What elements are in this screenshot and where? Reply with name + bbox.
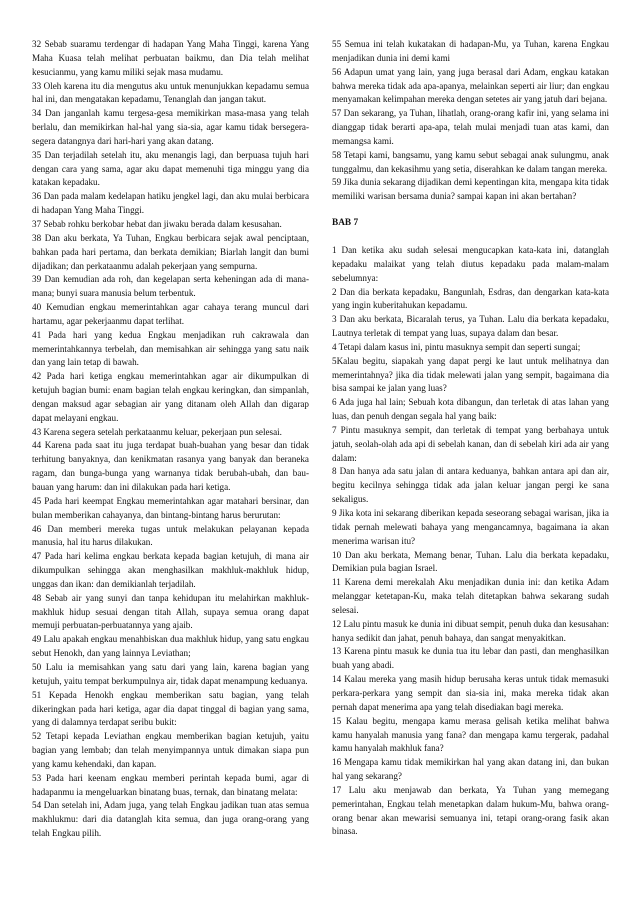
verse-58: 58 Tetapi kami, bangsamu, yang kamu sebut sebagai anak sulungmu, anak tunggalmu, dan kekasihmu yang setia, diserahkan ke dalam tangan mereka.: [332, 149, 609, 174]
verse-46: 46 Dan memberi mereka tugas untuk melakukan pelayanan kepada manusia, hal itu harus dilakukan.: [32, 523, 309, 548]
verse-51: 51 Kepada Henokh engkau memberikan satu bagian, yang telah dikeringkan pada hari ketiga, agar dia dapat tinggal di bagian yang sama, yang di dalamnya terdapat seribu bukit:: [32, 689, 309, 728]
chapter7-verse-17: 17 Lalu aku menjawab dan berkata, Ya Tuhan yang memegang pemerintahan, Engkau telah menetapkan dalam hukum-Mu, bahwa orang-orang benar akan mewarisi semuanya ini, tetapi orang-orang fasik akan binasa.: [332, 784, 609, 837]
verse-55: 55 Semua ini telah kukatakan di hadapan-Mu, ya Tuhan, karena Engkau menjadikan dunia ini demi kami: [332, 39, 609, 63]
verse-57: 57 Dan sekarang, ya Tuhan, lihatlah, orang-orang kafir ini, yang selama ini dianggap tidak berarti apa-apa, telah mulai menjadi tuan atas kami, dan memangsa kami.: [332, 108, 609, 146]
verse-47: 47 Pada hari kelima engkau berkata kepada bagian ketujuh, di mana air dikumpulkan sehingga akan menghasilkan makhluk-makhluk hidup, unggas dan ikan: dan demikianlah terjadilah.: [32, 551, 309, 589]
right-column: [332, 38, 609, 839]
chapter7-verse-4: 4 Tetapi dalam kasus ini, pintu masuknya sempit dan seperti sungai;: [332, 341, 581, 352]
verse-56: 56 Adapun umat yang lain, yang juga berasal dari Adam, engkau katakan bahwa mereka tidak ada apa-apanya, melainkan seperti air liur; dan engkau menyamakan kelimpahan mereka dengan setetes air yang jatuh dari bejana.: [332, 66, 609, 105]
chapter7-verse-13: 13 Karena pintu masuk ke dunia tua itu lebar dan pasti, dan menghasilkan buah yang abadi.: [332, 646, 609, 671]
left-column: [32, 38, 309, 841]
chapter7-verse-11: 11 Karena demi merekalah Aku menjadikan dunia ini: dan ketika Adam melanggar ketetapan-Ku, maka telah ditetapkan bahwa sekarang sudah selesai.: [332, 577, 609, 615]
verse-37: 37 Sebab rohku berkobar hebat dan jiwaku berada dalam kesusahan.: [32, 218, 282, 229]
chapter7-verse-7: 7 Pintu masuknya sempit, dan terletak di tempat yang berbahaya untuk jatuh, seolah-olah ada api di sebelah kanan, dan di sebelah kiri ada air yang dalam:: [332, 424, 609, 463]
verse-54: 54 Dan setelah ini, Adam juga, yang telah Engkau jadikan tuan atas semua makhlukmu: dari dia datanglah kita semua, dan juga orang-orang yang telah Engkau pilih.: [32, 800, 309, 839]
chapter7-verse-16: 16 Mengapa kamu tidak memikirkan hal yang akan datang ini, dan bukan hal yang sekarang?: [332, 757, 609, 782]
verse-39: 39 Dan kemudian ada roh, dan kegelapan serta keheningan ada di mana-mana; bunyi suara manusia belum terbentuk.: [32, 274, 309, 299]
verse-36: 36 Dan pada malam kedelapan hatiku jengkel lagi, dan aku mulai berbicara di hadapan Yang Maha Tinggi.: [32, 191, 309, 216]
verse-53: 53 Pada hari keenam engkau memberi perintah kepada bumi, agar di hadapanmu ia mengeluarkan binatang buas, ternak, dan binatang melata:: [32, 772, 309, 797]
chapter-heading: BAB 7: [332, 218, 359, 229]
chapter7-verse-3: 3 Dan aku berkata, Bicaralah terus, ya Tuhan. Lalu dia berkata kepadaku, Lautnya terletak di tempat yang luas, supaya dalam dan besar.: [332, 314, 609, 339]
verse-32: 32 Sebab suaramu terdengar di hadapan Yang Maha Tinggi, karena Yang Maha Kuasa telah melihat perbuatan baikmu, dan Dia telah melihat kesucianmu, yang kamu miliki sejak masa mudamu.: [32, 39, 309, 77]
chapter7-verse-9: 9 Jika kota ini sekarang diberikan kepada seseorang sebagai warisan, jika ia tidak pernah melewati bahaya yang mengancamnya, bagaimana ia akan menerima warisan itu?: [332, 508, 609, 546]
chapter7-verse-12: 12 Lalu pintu masuk ke dunia ini dibuat sempit, penuh duka dan kesusahan: hanya sedikit dan jahat, penuh bahaya, dan sangat menyakitkan.: [332, 618, 609, 643]
chapter7-verse-8: 8 Dan hanya ada satu jalan di antara keduanya, bahkan antara api dan air, begitu kecilnya sehingga tidak ada jalan keluar jangan pergi ke sana sekaligus.: [332, 466, 609, 505]
verse-52: 52 Tetapi kepada Leviathan engkau memberikan bagian ketujuh, yaitu bagian yang lembab; dan telah menyimpannya untuk dimakan siapa pun yang kamu kehendaki, dan kapan.: [32, 731, 309, 769]
verse-43: 43 Karena segera setelah perkataanmu keluar, pekerjaan pun selesai.: [32, 426, 282, 437]
verse-42: 42 Pada hari ketiga engkau memerintahkan agar air dikumpulkan di ketujuh bagian bumi: enam bagian telah engkau keringkan, dan simpanlah, dengan maksud agar sebagian air yang ditanam oleh Allah dan digarap dapat melayani engkau.: [32, 371, 309, 423]
chapter7-verse-14: 14 Kalau mereka yang masih hidup berusaha keras untuk tidak memasuki perkara-perkara yang sempit dan sia-sia ini, maka mereka tidak akan pernah dapat menerima apa yang telah disediakan bagi mereka.: [332, 674, 609, 712]
chapter7-verse-10: 10 Dan aku berkata, Memang benar, Tuhan. Lalu dia berkata kepadaku, Demikian pula bagian Israel.: [332, 549, 609, 574]
verse-44: 44 Karena pada saat itu juga terdapat buah-buahan yang besar dan tidak terhitung banyaknya, dan kenikmatan rasanya yang banyak dan beraneka ragam, dan bunga-bunga yang warnanya tidak berubah-ubah, dan bau-bauan yang harum: dan ini dilakukan pada hari ketiga.: [32, 440, 309, 492]
chapter7-verse-5: 5Kalau begitu, siapakah yang dapat pergi ke laut untuk melihatnya dan memerintahnya? jika dia tidak melewati jalan yang sempit, bagaimana dia bisa sampai ke jalan yang luas?: [332, 355, 609, 394]
chapter7-verse-2: 2 Dan dia berkata kepadaku, Bangunlah, Esdras, dan dengarkan kata-kata yang ingin kuberitahukan kepadamu.: [332, 286, 609, 311]
verse-35: 35 Dan terjadilah setelah itu, aku menangis lagi, dan berpuasa tujuh hari dengan cara yang sama, agar aku dapat memenuhi tiga minggu yang dia katakan kepadaku.: [32, 149, 309, 188]
verse-45: 45 Pada hari keempat Engkau memerintahkan agar matahari bersinar, dan bulan memberikan cahayanya, dan bintang-bintang harus berurutan:: [32, 495, 309, 520]
verse-33: 33 Oleh karena itu dia mengutus aku untuk menunjukkan kepadamu semua hal ini, dan mengatakan kepadamu, Tenanglah dan jangan takut.: [32, 80, 309, 105]
chapter7-verse-1: 1 Dan ketika aku sudah selesai mengucapkan kata-kata ini, datanglah kepadaku malaikat yang telah diutus kepadaku pada malam-malam sebelumnya:: [332, 244, 609, 283]
verse-34: 34 Dan janganlah kamu tergesa-gesa memikirkan masa-masa yang telah berlalu, dan memikirkan hal-hal yang sia-sia, agar kamu tidak bersegera-segera datangnya dari hari-hari yang akan datang.: [32, 108, 309, 146]
verse-49: 49 Lalu apakah engkau menahbiskan dua makhluk hidup, yang satu engkau sebut Henokh, dan yang lainnya Leviathan;: [32, 634, 309, 659]
chapter7-verse-15: 15 Kalau begitu, mengapa kamu merasa gelisah ketika melihat bahwa kamu hanyalah manusia yang fana? dan mengapa kamu tergerak, padahal kamu hanyalah makhluk fana?: [332, 715, 609, 754]
verse-59: 59 Jika dunia sekarang dijadikan demi kepentingan kita, mengapa kita tidak memiliki warisan bersama dunia? sampai kapan ini akan bertahan?: [332, 177, 609, 202]
verse-41: 41 Pada hari yang kedua Engkau menjadikan ruh cakrawala dan memerintahkannya terbelah, dan memisahkan air sehingga yang satu naik dan yang lain tetap di bawah.: [32, 329, 309, 368]
chapter7-verse-6: 6 Ada juga hal lain; Sebuah kota dibangun, dan terletak di atas lahan yang luas, dan penuh dengan segala hal yang baik:: [332, 397, 609, 422]
verse-38: 38 Dan aku berkata, Ya Tuhan, Engkau berbicara sejak awal penciptaan, bahkan pada hari pertama, dan berkata demikian; Biarlah langit dan bumi dijadikan; dan perkataanmu adalah pekerjaan yang sempurna.: [32, 232, 309, 271]
verse-40: 40 Kemudian engkau memerintahkan agar cahaya terang muncul dari hartamu, agar pekerjaanmu dapat terlihat.: [32, 302, 309, 326]
verse-48: 48 Sebab air yang sunyi dan tanpa kehidupan itu melahirkan makhluk-makhluk hidup sesuai dengan titah Allah, supaya semua orang dapat memuji perbuatan-perbuatannya yang ajaib.: [32, 592, 309, 631]
verse-50: 50 Lalu ia memisahkan yang satu dari yang lain, karena bagian yang ketujuh, yaitu tempat berkumpulnya air, tidak dapat menampung keduanya.: [32, 661, 309, 686]
